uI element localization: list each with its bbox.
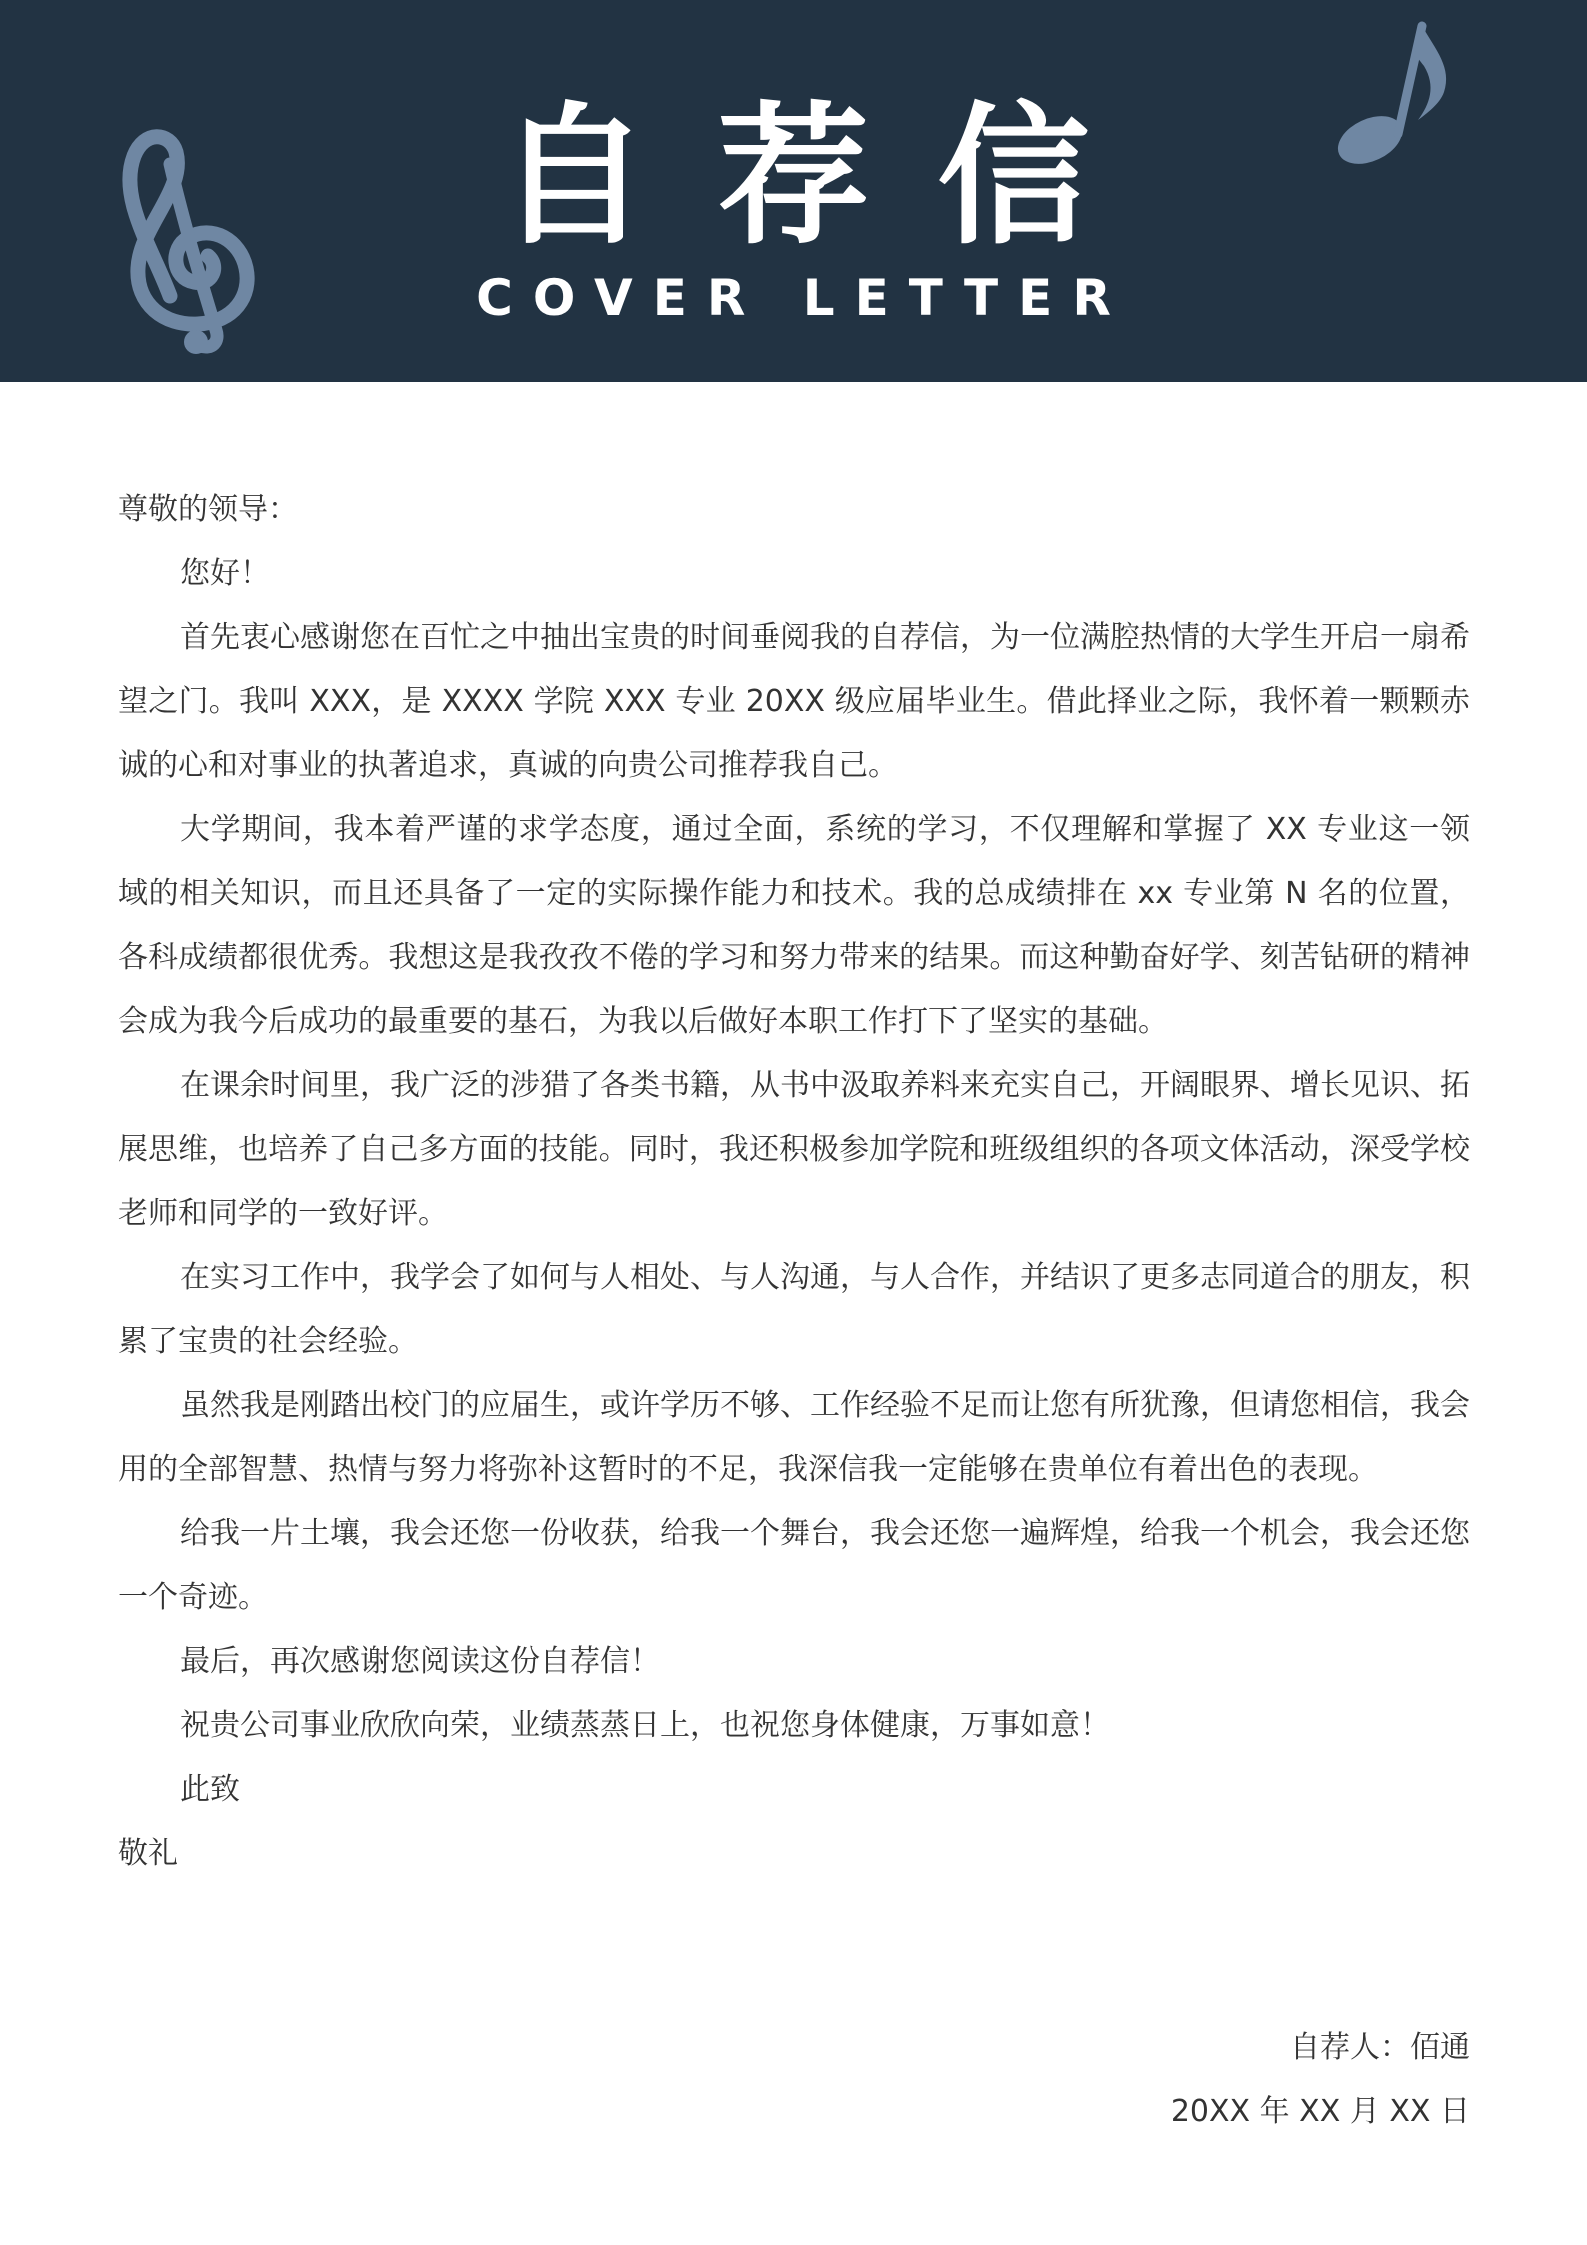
paragraph: 虽然我是刚踏出校门的应届生，或许学历不够、工作经验不足而让您有所犹豫，但请您相信，我会用的全部智慧、热情与努力将弥补这暂时的不足，我深信我一定能够在贵单位有着出色的表现。 [118,1388,1470,1487]
closing-regards: 敬礼 [118,1836,178,1871]
page-subtitle: COVER LETTER [476,269,1131,327]
header-banner [0,0,1587,382]
salutation: 尊敬的领导： [118,492,298,527]
signature-block [1171,2016,1470,2144]
closing-line: 此致 [180,1772,240,1807]
greeting: 您好！ [180,556,270,591]
paragraph: 在课余时间里，我广泛的涉猎了各类书籍，从书中汲取养料来充实自己，开阔眼界、增长见识、拓展思维，也培养了自己多方面的技能。同时，我还积极参加学院和班级组织的各项文体活动，深受学校老师和同学的一致好评。 [118,1068,1470,1231]
paragraph: 最后，再次感谢您阅读这份自荐信！ [180,1644,660,1679]
signature-date: 20XX 年 XX 月 XX 日 [1170,2094,1470,2129]
paragraph: 给我一片土壤，我会还您一份收获，给我一个舞台，我会还您一遍辉煌，给我一个机会，我会还您一个奇迹。 [118,1516,1470,1615]
paragraph: 首先衷心感谢您在百忙之中抽出宝贵的时间垂阅我的自荐信，为一位满腔热情的大学生开启一扇希望之门。我叫 XXX，是 XXXX 学院 XXX 专业 20XX 级应届毕业生。借此择业之际，我怀着一颗颗赤诚的心和对事业的执著追求，真诚的向贵公司推荐我自己。 [118,620,1470,783]
paragraph: 在实习工作中，我学会了如何与人相处、与人沟通，与人合作，并结识了更多志同道合的朋友，积累了宝贵的社会经验。 [118,1260,1470,1359]
letter-body [118,478,1470,1886]
page-title: 自荐信 [497,88,1158,265]
paragraph: 祝贵公司事业欣欣向荣，业绩蒸蒸日上，也祝您身体健康，万事如意！ [180,1708,1110,1743]
paragraph: 大学期间，我本着严谨的求学态度，通过全面，系统的学习，不仅理解和掌握了 XX 专业这一领域的相关知识，而且还具备了一定的实际操作能力和技术。我的总成绩排在 xx 专业第 N 名的位置，各科成绩都很优秀。我想这是我孜孜不倦的学习和努力带来的结果。而这种勤奋好学、刻苦钻研的精神会成为我今后成功的最重要的基石，为我以后做好本职工作打下了坚实的基础。 [118,812,1470,1039]
signature-name: 自荐人：佰通 [1290,2030,1470,2065]
